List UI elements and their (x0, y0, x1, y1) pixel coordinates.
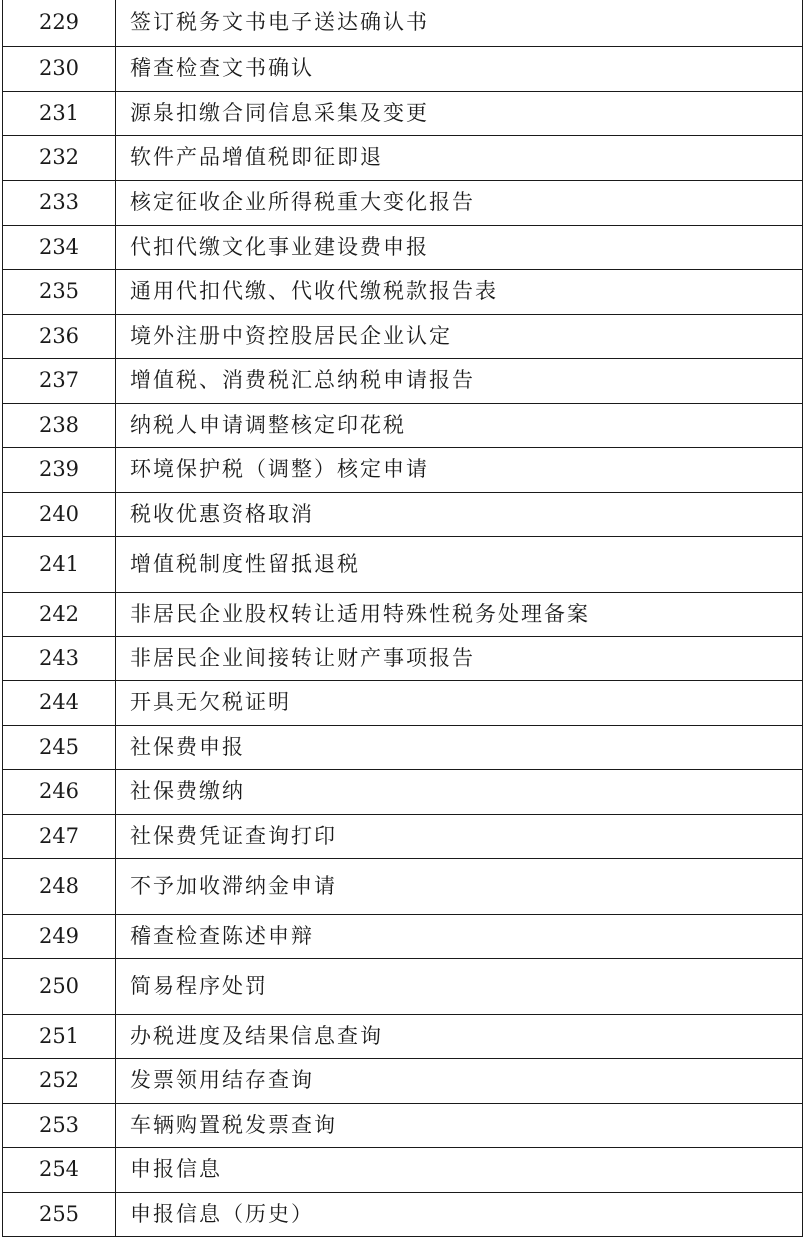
table-row (3, 1014, 803, 1058)
row-number: 255 (3, 1192, 116, 1236)
row-number: 237 (3, 358, 116, 403)
row-number: 248 (3, 858, 116, 914)
table-row (3, 225, 803, 269)
table-row (3, 1058, 803, 1103)
row-item: 社保费缴纳 (116, 769, 803, 814)
table-row (3, 958, 803, 1014)
row-item: 稽查检查陈述申辩 (116, 914, 803, 958)
row-number: 234 (3, 225, 116, 269)
row-number: 236 (3, 314, 116, 358)
row-number: 243 (3, 636, 116, 680)
row-number: 253 (3, 1103, 116, 1147)
table-row (3, 135, 803, 180)
row-item: 不予加收滞纳金申请 (116, 858, 803, 914)
row-number: 249 (3, 914, 116, 958)
row-number: 252 (3, 1058, 116, 1103)
table-row (3, 269, 803, 314)
table-row (3, 1147, 803, 1192)
row-item: 源泉扣缴合同信息采集及变更 (116, 91, 803, 135)
row-number: 240 (3, 492, 116, 536)
row-item: 非居民企业间接转让财产事项报告 (116, 636, 803, 680)
row-item: 发票领用结存查询 (116, 1058, 803, 1103)
row-number: 238 (3, 403, 116, 447)
row-item: 车辆购置税发票查询 (116, 1103, 803, 1147)
table-row (3, 358, 803, 403)
table-row (3, 1192, 803, 1236)
table-row (3, 769, 803, 814)
table-row (3, 492, 803, 536)
row-number: 244 (3, 680, 116, 725)
row-number: 232 (3, 135, 116, 180)
table-body (3, 0, 803, 1236)
row-number: 251 (3, 1014, 116, 1058)
row-number: 241 (3, 536, 116, 592)
row-item: 签订税务文书电子送达确认书 (116, 0, 803, 46)
row-item: 核定征收企业所得税重大变化报告 (116, 180, 803, 225)
table-row (3, 592, 803, 636)
table-row (3, 314, 803, 358)
table-row (3, 725, 803, 769)
row-number: 231 (3, 91, 116, 135)
row-item: 社保费凭证查询打印 (116, 814, 803, 858)
table-row (3, 636, 803, 680)
table-row (3, 858, 803, 914)
row-number: 250 (3, 958, 116, 1014)
row-number: 239 (3, 447, 116, 492)
row-number: 246 (3, 769, 116, 814)
row-number: 247 (3, 814, 116, 858)
row-item: 纳税人申请调整核定印花税 (116, 403, 803, 447)
row-item: 代扣代缴文化事业建设费申报 (116, 225, 803, 269)
table-row (3, 447, 803, 492)
row-number: 233 (3, 180, 116, 225)
row-item: 简易程序处罚 (116, 958, 803, 1014)
table-row (3, 180, 803, 225)
row-number: 230 (3, 46, 116, 91)
table-row (3, 1103, 803, 1147)
table-row (3, 46, 803, 91)
row-item: 增值税制度性留抵退税 (116, 536, 803, 592)
row-item: 非居民企业股权转让适用特殊性税务处理备案 (116, 592, 803, 636)
row-item: 申报信息 (116, 1147, 803, 1192)
table-row (3, 536, 803, 592)
table-row (3, 814, 803, 858)
row-item: 软件产品增值税即征即退 (116, 135, 803, 180)
table-row (3, 680, 803, 725)
service-items-table (2, 0, 803, 1237)
row-item: 办税进度及结果信息查询 (116, 1014, 803, 1058)
row-item: 开具无欠税证明 (116, 680, 803, 725)
row-item: 税收优惠资格取消 (116, 492, 803, 536)
row-item: 稽查检查文书确认 (116, 46, 803, 91)
table-row (3, 914, 803, 958)
row-item: 增值税、消费税汇总纳税申请报告 (116, 358, 803, 403)
table-row (3, 403, 803, 447)
row-number: 242 (3, 592, 116, 636)
row-item: 社保费申报 (116, 725, 803, 769)
row-number: 235 (3, 269, 116, 314)
table-row (3, 91, 803, 135)
row-number: 254 (3, 1147, 116, 1192)
row-number: 229 (3, 0, 116, 46)
row-item: 境外注册中资控股居民企业认定 (116, 314, 803, 358)
row-item: 环境保护税（调整）核定申请 (116, 447, 803, 492)
row-item: 申报信息（历史） (116, 1192, 803, 1236)
table-row (3, 0, 803, 46)
row-item: 通用代扣代缴、代收代缴税款报告表 (116, 269, 803, 314)
row-number: 245 (3, 725, 116, 769)
